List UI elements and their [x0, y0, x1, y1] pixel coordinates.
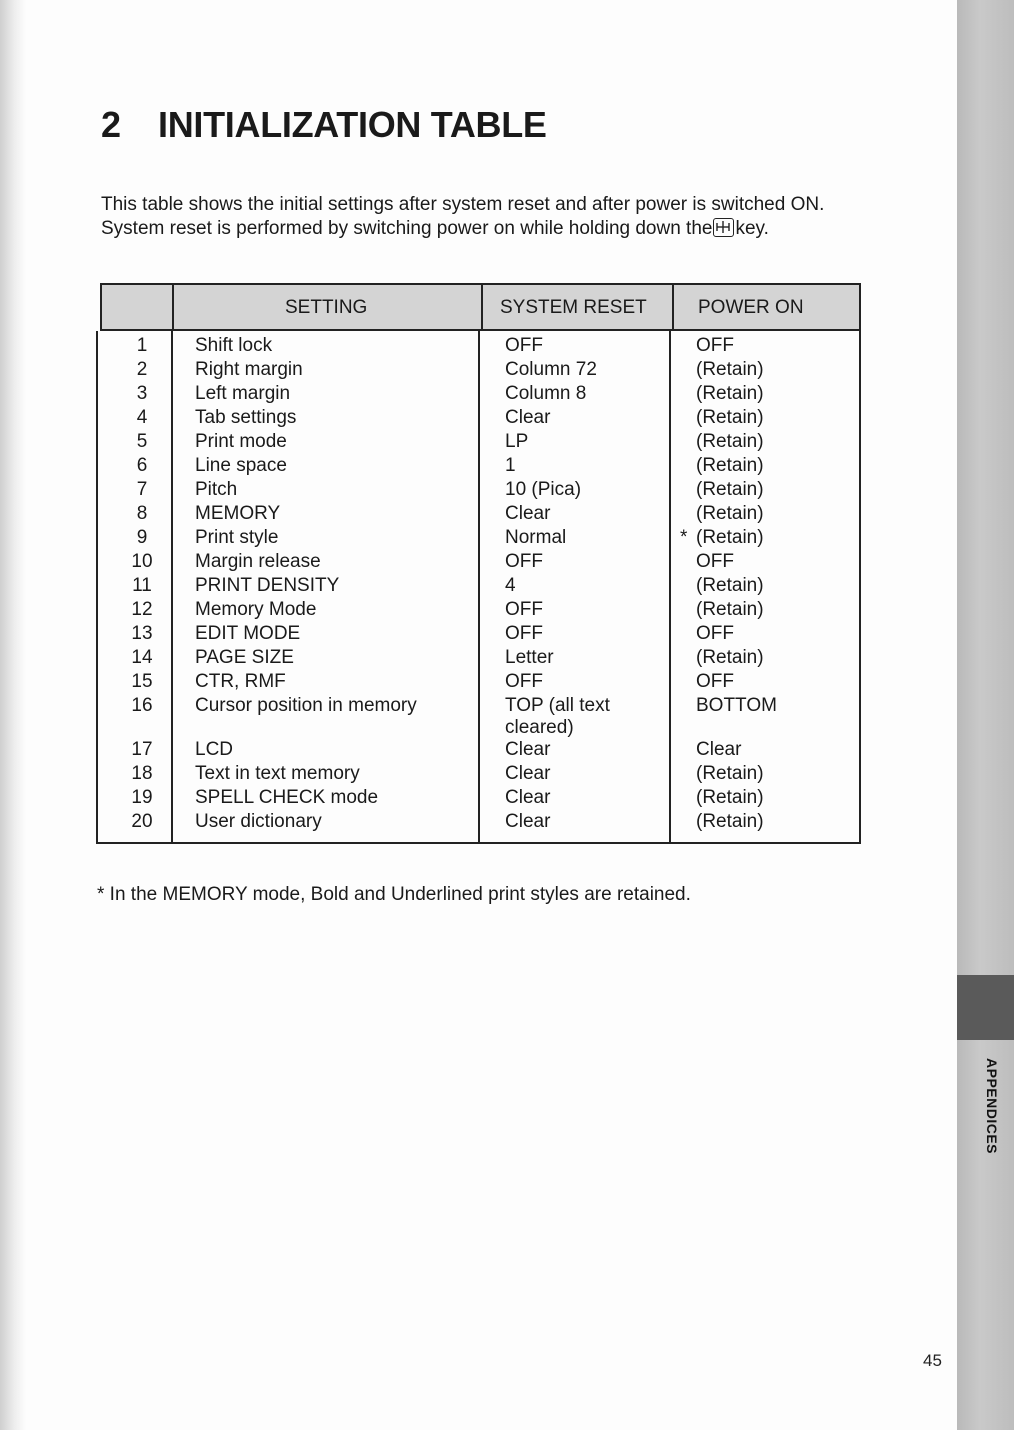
cell-number: 3: [136, 383, 148, 404]
cell-number: 19: [131, 787, 153, 808]
cell-number: 15: [131, 671, 153, 692]
header-power-on: POWER ON: [698, 297, 804, 318]
cell-power-on: (Retain): [696, 575, 764, 596]
cell-power-on: OFF: [696, 671, 734, 692]
table-header: [100, 283, 861, 331]
table-row: [98, 478, 863, 502]
intro-line-1: This table shows the initial settings after system reset and after power is switched ON.: [101, 194, 825, 215]
cell-system-reset: 4: [505, 575, 516, 596]
cell-system-reset: OFF: [505, 599, 543, 620]
table-row: [98, 694, 863, 738]
cell-power-on: (Retain): [696, 383, 764, 404]
table-row: [98, 810, 863, 834]
table-row: [98, 646, 863, 670]
section-tab-label: APPENDICES: [984, 1058, 1000, 1155]
cell-system-reset: Clear: [505, 787, 551, 808]
cell-system-reset: Clear: [505, 407, 551, 428]
cell-power-on: OFF: [696, 551, 734, 572]
cell-power-on: (Retain): [696, 359, 764, 380]
cell-power-on: (Retain): [696, 811, 764, 832]
cell-system-reset: Normal: [505, 527, 567, 548]
cell-system-reset: Clear: [505, 763, 551, 784]
cell-setting: User dictionary: [195, 811, 322, 832]
intro-line-2: [101, 217, 881, 241]
cell-number: 20: [131, 811, 153, 832]
cell-power-on: (Retain): [696, 431, 764, 452]
cell-number: 8: [136, 503, 148, 524]
cell-setting: Pitch: [195, 479, 238, 500]
table-row: [98, 406, 863, 430]
table-row: [98, 762, 863, 786]
cell-power-on: Clear: [696, 739, 742, 760]
cell-number: 16: [131, 695, 153, 716]
cell-system-reset: 10 (Pica): [505, 479, 582, 500]
cell-setting: Memory Mode: [195, 599, 317, 620]
cell-system-reset: Column 8: [505, 383, 587, 404]
table-row: [98, 738, 863, 762]
cell-setting: PRINT DENSITY: [195, 575, 340, 596]
cell-system-reset: OFF: [505, 551, 543, 572]
half-space-key-icon: [713, 218, 734, 237]
cell-number: 7: [136, 479, 148, 500]
cell-setting: Print mode: [195, 431, 287, 452]
cell-setting: CTR, RMF: [195, 671, 286, 692]
initialization-table: [96, 283, 862, 845]
page-title: [101, 104, 547, 146]
cell-number: 10: [131, 551, 153, 572]
cell-number: 4: [136, 407, 148, 428]
cell-power-on: (Retain): [696, 647, 764, 668]
cell-power-on: (Retain): [696, 787, 764, 808]
footnote: * In the MEMORY mode, Bold and Underlined print styles are retained.: [97, 884, 691, 905]
page-number: 45: [923, 1351, 942, 1370]
cell-power-on: (Retain): [696, 407, 764, 428]
cell-setting: Margin release: [195, 551, 321, 572]
cell-system-reset: OFF: [505, 335, 543, 356]
section-title: INITIALIZATION TABLE: [158, 104, 547, 145]
cell-system-reset: OFF: [505, 623, 543, 644]
cell-system-reset: OFF: [505, 671, 543, 692]
cell-number: 13: [131, 623, 153, 644]
cell-number: 12: [131, 599, 153, 620]
table-row: [98, 382, 863, 406]
cell-setting: Line space: [195, 455, 287, 476]
cell-number: 1: [136, 335, 148, 356]
cell-power-on: (Retain): [696, 455, 764, 476]
table-row: [98, 358, 863, 382]
cell-number: 18: [131, 763, 153, 784]
table-row: [98, 430, 863, 454]
cell-power-on: (Retain): [696, 503, 764, 524]
cell-system-reset: 1: [505, 455, 516, 476]
column-divider: [481, 285, 483, 329]
table-row: [98, 334, 863, 358]
column-divider: [672, 285, 674, 329]
cell-system-reset: Clear: [505, 739, 551, 760]
header-system-reset: SYSTEM RESET: [500, 297, 647, 318]
section-number: 2: [101, 104, 121, 145]
cell-setting: Left margin: [195, 383, 291, 404]
intro-line-2-end: key.: [735, 218, 769, 239]
cell-system-reset: TOP (all text: [505, 695, 610, 716]
cell-power-on: * (Retain): [680, 527, 764, 548]
cell-setting: LCD: [195, 739, 234, 760]
cell-number: 9: [136, 527, 148, 548]
cell-power-on: (Retain): [696, 479, 764, 500]
cell-system-reset: Column 72: [505, 359, 597, 380]
cell-setting: Shift lock: [195, 335, 273, 356]
cell-system-reset: Letter: [505, 647, 554, 668]
table-row: [98, 786, 863, 810]
cell-setting: Print style: [195, 527, 279, 548]
cell-system-reset: cleared): [505, 717, 574, 738]
table-row: [98, 598, 863, 622]
cell-system-reset: Clear: [505, 811, 551, 832]
cell-number: 2: [136, 359, 148, 380]
table-row: [98, 454, 863, 478]
cell-setting: EDIT MODE: [195, 623, 301, 644]
intro-line-2-text: System reset is performed by switching power on while holding down the: [101, 218, 713, 239]
cell-number: 6: [136, 455, 148, 476]
column-divider: [172, 285, 174, 329]
cell-power-on: (Retain): [696, 599, 764, 620]
footnote-marker: *: [680, 527, 688, 548]
cell-number: 11: [132, 575, 152, 596]
cell-setting: PAGE SIZE: [195, 647, 294, 668]
table-row: [98, 574, 863, 598]
table-row: [98, 526, 863, 550]
intro-paragraph: [101, 193, 881, 241]
cell-setting: Text in text memory: [195, 763, 360, 784]
cell-setting: MEMORY: [195, 503, 281, 524]
table-body: [96, 331, 861, 844]
cell-number: 14: [131, 647, 153, 668]
table-row: [98, 550, 863, 574]
cell-system-reset: LP: [505, 431, 529, 452]
table-row: [98, 622, 863, 646]
cell-setting: Right margin: [195, 359, 303, 380]
header-setting: SETTING: [285, 297, 368, 318]
cell-power-on: (Retain): [696, 763, 764, 784]
table-row: [98, 502, 863, 526]
cell-power-on: OFF: [696, 335, 734, 356]
cell-power-on: BOTTOM: [696, 695, 777, 716]
side-margin-strip: [957, 0, 1014, 1430]
section-tab-marker: [957, 975, 1014, 1040]
page-edge-shadow: [0, 0, 26, 1430]
table-row: [98, 670, 863, 694]
cell-setting: Tab settings: [195, 407, 297, 428]
cell-number: 17: [131, 739, 153, 760]
cell-number: 5: [136, 431, 148, 452]
cell-power-on: OFF: [696, 623, 734, 644]
cell-setting: SPELL CHECK mode: [195, 787, 379, 808]
cell-system-reset: Clear: [505, 503, 551, 524]
cell-setting: Cursor position in memory: [195, 695, 417, 716]
